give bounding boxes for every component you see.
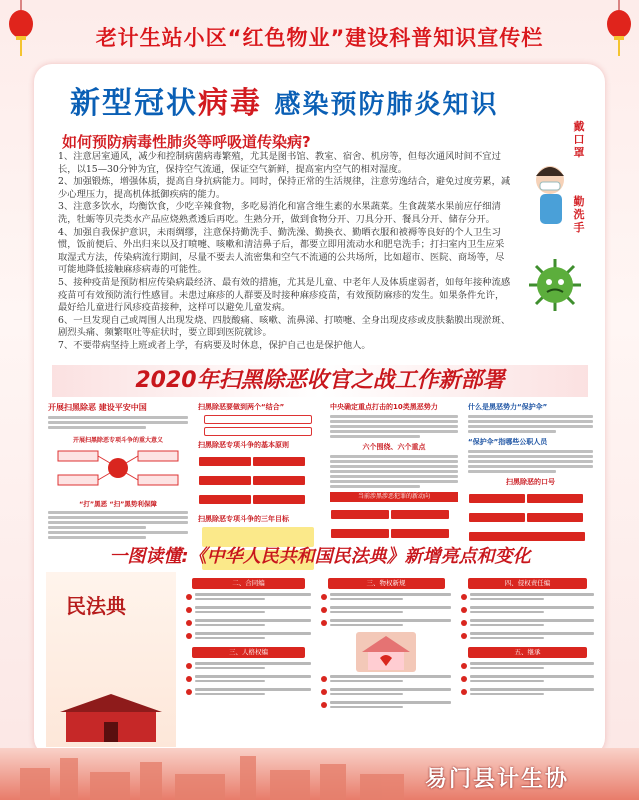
section1-paragraph: 7、不要带病坚持上班或者上学，有病要及时休息，保护自己也是保护他人。 [58, 339, 371, 351]
col3-banner: 当前涉黑涉恶犯罪的新动向 [330, 492, 458, 502]
section1-paragraph: 6、一旦发现自己或周围人出现发烧、四肢酸痛、咳嗽、流鼻涕、打喷嚏、全身出现皮疹或皮肤黏膜出现淤斑、剧烈头痛、频繁呕吐等症状时，要立即到医院就诊。 [58, 314, 511, 339]
col3-heading: 中央确定重点打击的10类黑恶势力 [330, 403, 438, 411]
col4-heading: 什么是黑恶势力“保护伞” [468, 403, 548, 411]
section3-col3-heading: 四、侵权责任编 [468, 578, 588, 589]
col2-subheading-2: 扫黑除恶专项斗争的三年目标 [198, 515, 289, 523]
section3-column-2 [321, 578, 451, 748]
poster-title: 老计生站小区“红色物业”建设科普知识宣传栏 [95, 26, 544, 50]
section2-column-4 [468, 402, 593, 557]
section3-col2-heading: 三、物权新规 [328, 578, 445, 589]
section2-column-2 [198, 402, 318, 557]
section3-col3-heading-2: 五、继承 [468, 647, 588, 658]
section3-column-3 [461, 578, 594, 748]
section3-title: 一图读懂:《中华人民共和国民法典》新增亮点和变化 [109, 546, 531, 567]
section1-title [70, 78, 590, 126]
virus-icon [525, 255, 585, 315]
section1-title-part3: 感染预防肺炎知识 [274, 90, 499, 120]
col1-subheading: 开展扫黑除恶专项斗争的重大意义 [72, 437, 163, 444]
section3-col1-heading: 二、合同编 [192, 578, 305, 589]
section2-title: 2020年扫黑除恶收官之战工作新部署 [52, 365, 588, 397]
section1-paragraph: 5、接种疫苗是预防相应传染病最经济、最有效的措施，尤其是儿童、中老年人及体质虚弱者，如每年接种流感疫苗可有效预防流行性感冒。未患过麻疹的人群要及时接种麻疹疫苗，有效预防麻疹的发生。如果条件允许，最好给儿童进行风疹疫苗接种，这样可以避免儿童发病。 [58, 276, 511, 314]
book-title: 民法典 [66, 594, 126, 618]
family-house-icon [356, 632, 416, 672]
section1-paragraph: 4、加强自我保护意识，未雨绸缪，注意保持勤洗手、勤洗澡、勤换衣、勤晒衣服和被褥等良好的个人卫生习惯，饭前便后、外出归来以及打喷嚏、咳嗽和清洁鼻子后，都要立即用流动水和肥皂洗手；打扫室内卫生应采取湿式方法，传染病流行期间，尽量不要去人流密集和空气不流通的公共场所，比如超市、医院、商场等，尽可能地降低接触麻疹病毒的可能性。 [58, 226, 505, 276]
section1-title-part2: 病毒 [198, 86, 262, 121]
side-note-wash-hands: 勤洗手 [573, 195, 585, 234]
section1-paragraph: 3、注意多饮水，均衡饮食，少吃辛辣食物，多吃易消化和富含维生素的水果蔬菜。生食蔬菜水果前应仔细清洗，牡蛎等贝壳类水产品应烧熟煮透后再吃。生熟分开，做到食物分开、刀具分开、餐具分开、储存分开。 [58, 201, 501, 225]
col2-subheading: 扫黑除恶专项斗争的基本原则 [198, 441, 289, 449]
col2-heading: 扫黑除恶要做到两个“结合” [198, 403, 285, 411]
col1-subheading-2: “打”黑恶 “扫”黑势利保障 [79, 500, 157, 508]
relationship-diagram-icon [48, 447, 188, 491]
section2-column-3 [330, 402, 458, 557]
section2-column-1 [48, 402, 188, 557]
side-note-wear-mask: 戴口罩 [573, 120, 585, 159]
col3-subheading: 六个围绕、六个重点 [362, 443, 426, 451]
section1-subtitle: 如何预防病毒性肺炎等呼吸道传染病? [62, 133, 311, 151]
section3-area [46, 572, 594, 747]
civil-code-book [46, 572, 176, 747]
section2-columns [48, 402, 593, 557]
col4-subheading: “保护伞”指哪些公职人员 [468, 438, 548, 446]
section1-paragraph: 1、注意居室通风，减少和控制病菌病毒繁殖，尤其是图书馆、教室、宿舍、机房等，但每次通风时间不宜过长，以15—30分钟为宜，保持空气流通，保证空气新鲜，提高室内空气的相对湿度。 [58, 151, 501, 175]
section1-title-part1: 新型冠状 [70, 86, 198, 121]
section1-paragraph: 2、加强锻炼，增强体质，提高自身抗病能力。同时，保持正常的生活规律，注意劳逸结合，避免过度劳累，减少心理压力，提高机体抵御疾病的能力。 [58, 176, 511, 200]
section3-column-1 [186, 578, 311, 748]
col4-subheading-2: 扫黑除恶的口号 [506, 478, 555, 486]
gate-tower-icon [56, 682, 166, 744]
col1-heading: 开展扫黑除恶 建设平安中国 [48, 403, 147, 412]
organization-label: 易门县计生协 [425, 767, 570, 792]
section1-body [58, 151, 513, 351]
section3-col1-heading-2: 三、人格权编 [192, 647, 305, 658]
